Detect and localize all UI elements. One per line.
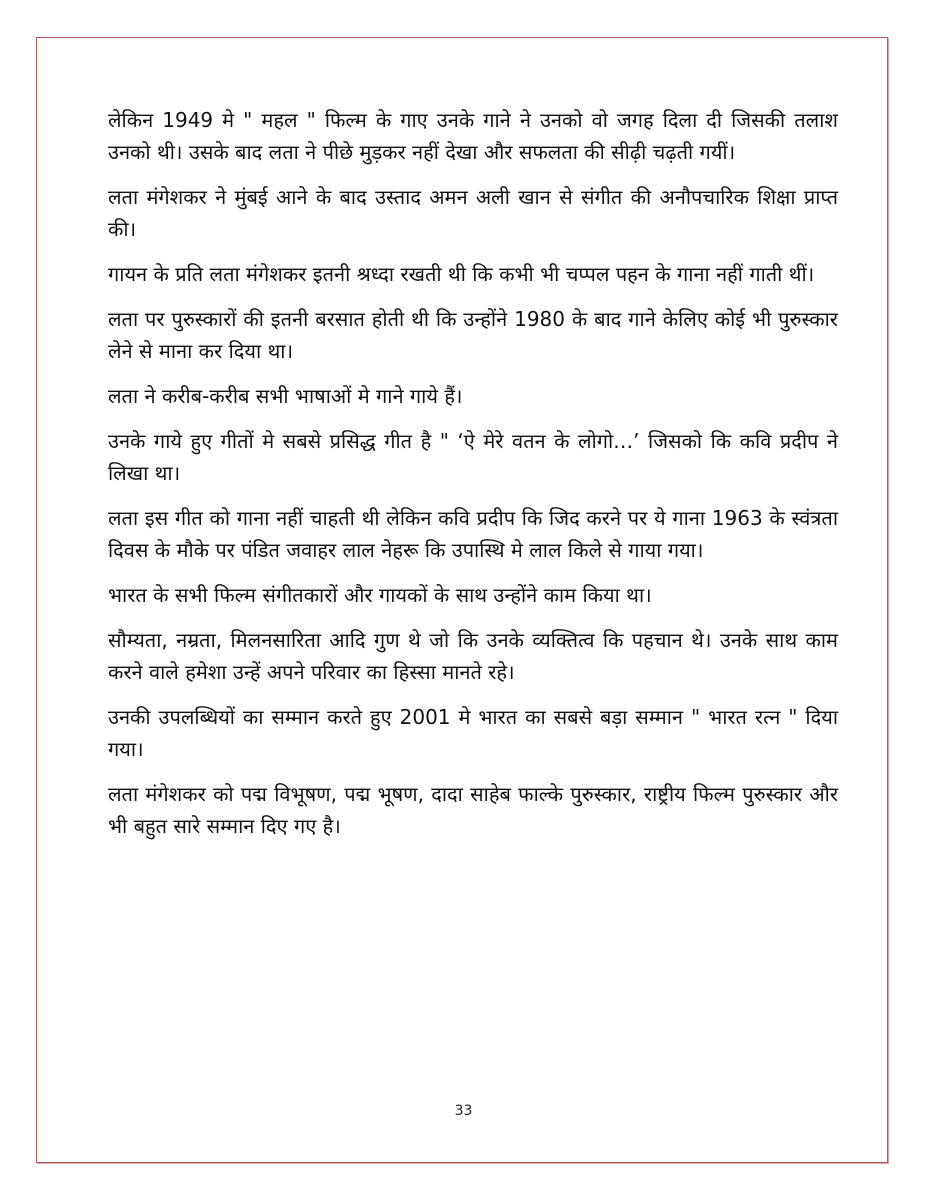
- paragraph: भारत के सभी फिल्म संगीतकारों और गायकों के साथ उन्होंने काम किया था।: [108, 583, 652, 607]
- paragraph: उनकी उपलब्धियों का सम्मान करते हुए 2001 मे भारत का सबसे बड़ा सम्मान " भारत रत्न " दिया गया।: [108, 705, 838, 761]
- paragraph: लता मंगेशकर ने मुंबई आने के बाद उस्ताद अमन अली खान से संगीत की अनौपचारिक शिक्षा प्राप्त की।: [108, 185, 838, 241]
- paragraph: सौम्यता, नम्रता, मिलनसारिता आदि गुण थे जो कि उनके व्यक्तित्व कि पहचान थे। उनके साथ काम करने वाले हमेशा उन्हें अपने परिवार का हिस्सा मानते रहे।: [108, 628, 838, 684]
- paragraph: लता मंगेशकर को पद्म विभूषण, पद्म भूषण, दादा साहेब फाल्के पुरुस्कार, राष्ट्रीय फिल्म पुरुस्कार और भी बहुत सारे सम्मान दिए गए है।: [108, 782, 838, 838]
- page-number: 33: [454, 1103, 473, 1119]
- paragraph: उनके गाये हुए गीतों मे सबसे प्रसिद्ध गीत है " ‘ऐ मेरे वतन के लोगो…’ जिसको कि कवि प्रदीप ने लिखा था।: [108, 429, 838, 485]
- paragraph: लता पर पुरुस्कारों की इतनी बरसात होती थी कि उन्होंने 1980 के बाद गाने केलिए कोई भी पुरुस्कार लेने से माना कर दिया था।: [108, 307, 838, 363]
- paragraph: गायन के प्रति लता मंगेशकर इतनी श्रध्दा रखती थी कि कभी भी चप्पल पहन के गाना नहीं गाती थीं।: [108, 262, 815, 286]
- paragraph: लता इस गीत को गाना नहीं चाहती थी लेकिन कवि प्रदीप कि जिद करने पर ये गाना 1963 के स्वंत्रता दिवस के मौके पर पंडित जवाहर लाल नेहरू कि उपास्थि मे लाल किले से गाया गया।: [108, 506, 838, 562]
- paragraph: लेकिन 1949 मे " महल " फिल्म के गाए उनके गाने ने उनको वो जगह दिला दी जिसकी तलाश उनको थी। उसके बाद लता ने पीछे मुड़कर नहीं देखा और सफलता की सीढ़ी चढ़ती गयीं।: [108, 108, 838, 164]
- document-body: [108, 104, 838, 855]
- paragraph: लता ने करीब-करीब सभी भाषाओं मे गाने गाये हैं।: [108, 384, 463, 408]
